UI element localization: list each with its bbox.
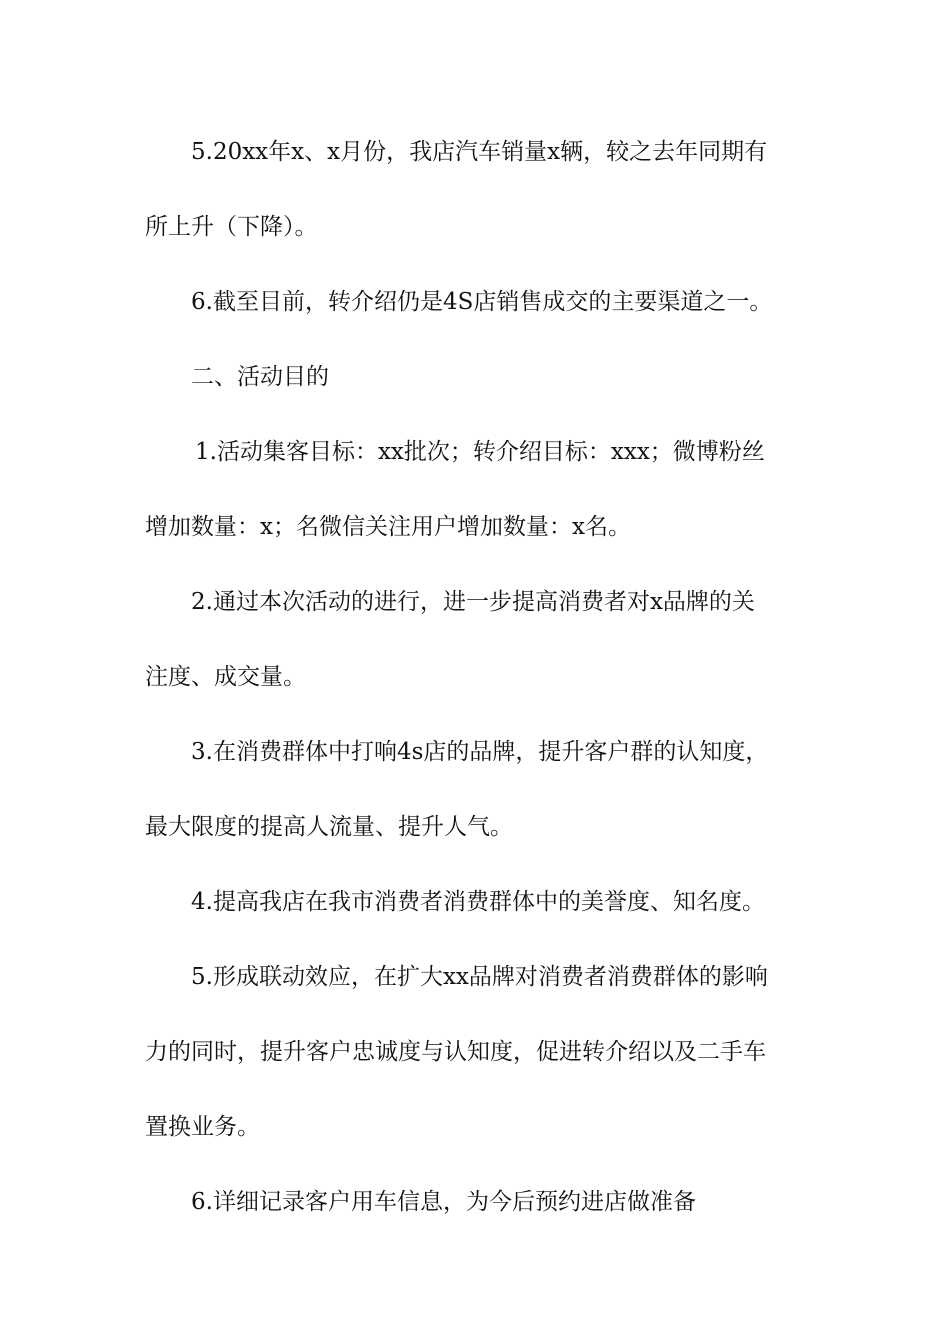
paragraph-goal-3 <box>145 734 810 884</box>
paragraph-line: 所上升（下降）。 <box>145 214 318 240</box>
paragraph-goal-2 <box>145 584 810 734</box>
paragraph-line: 置换业务。 <box>145 1114 260 1140</box>
paragraph-line: 5.20xx年x、x月份，我店汽车销量x辆，较之去年同期有 <box>191 139 768 165</box>
paragraph-line: 5.形成联动效应，在扩大xx品牌对消费者消费群体的影响 <box>191 964 768 990</box>
paragraph-goal-5 <box>145 959 810 1184</box>
paragraph-line: 2.通过本次活动的进行，进一步提高消费者对x品牌的关 <box>191 589 755 615</box>
section-heading: 二、活动目的 <box>191 364 329 390</box>
paragraph-line: 最大限度的提高人流量、提升人气。 <box>145 814 513 840</box>
document-body <box>145 134 810 1259</box>
paragraph-goal-4 <box>145 884 810 959</box>
paragraph-goal-1 <box>145 434 810 584</box>
paragraph-line: 注度、成交量。 <box>145 664 306 690</box>
paragraph-line: 1.活动集客目标：xx批次；转介绍目标：xxx；微博粉丝 <box>195 439 765 465</box>
paragraph-line: 6.详细记录客户用车信息，为今后预约进店做准备 <box>191 1189 696 1215</box>
paragraph-line: 3.在消费群体中打响4s店的品牌，提升客户群的认知度， <box>191 739 769 765</box>
paragraph-line: 增加数量：x；名微信关注用户增加数量：x名。 <box>145 514 631 540</box>
paragraph-sales-volume <box>145 134 810 284</box>
paragraph-line: 4.提高我店在我市消费者消费群体中的美誉度、知名度。 <box>191 889 765 915</box>
section-heading-activity-purpose <box>145 359 810 434</box>
paragraph-line: 6.截至目前，转介绍仍是4S店销售成交的主要渠道之一。 <box>191 289 773 315</box>
paragraph-referral-channel <box>145 284 810 359</box>
paragraph-line: 力的同时，提升客户忠诚度与认知度，促进转介绍以及二手车 <box>145 1039 766 1065</box>
paragraph-goal-6 <box>145 1184 810 1259</box>
